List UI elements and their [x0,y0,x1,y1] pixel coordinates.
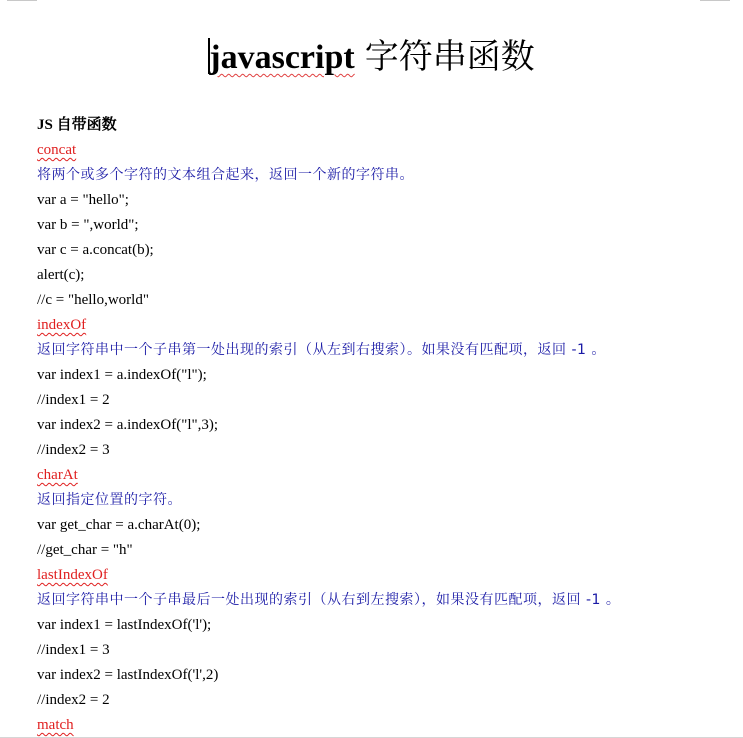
code-text: //index1 = 2 [37,392,110,408]
document-title[interactable] [0,34,743,81]
code-line [37,513,727,538]
code-line [37,538,727,563]
function-name: indexOf [37,317,87,333]
function-name: lastIndexOf [37,567,108,583]
code-line [37,188,727,213]
code-line [37,288,727,313]
code-text: //c = "hello,world" [37,292,149,308]
code-text: var index1 = lastIndexOf('l'); [37,617,212,633]
description-line [37,588,727,613]
code-text: //index2 = 3 [37,442,110,458]
page-corner-mark [7,0,37,1]
function-name: charAt [37,467,78,483]
code-text: var index1 = a.indexOf("l"); [37,367,207,383]
code-line [37,263,727,288]
document-lines [37,138,727,738]
code-text: alert(c); [37,267,85,283]
code-line [37,388,727,413]
code-line [37,213,727,238]
function-name-line [37,713,727,738]
description-line [37,338,727,363]
function-name: match [37,717,74,733]
function-description: 返回字符串中一个子串第一处出现的索引（从左到右搜索）。如果没有匹配项，返回 -1 。 [37,342,606,358]
description-line [37,488,727,513]
function-description: 返回字符串中一个子串最后一处出现的索引（从右到左搜索），如果没有匹配项，返回 -1 。 [37,592,621,608]
title-latin-text: javascript [209,39,355,76]
code-text: var a = "hello"; [37,192,129,208]
code-line [37,363,727,388]
section-heading: JS 自带函数 [37,117,117,133]
title-cjk-text: 字符串函数 [364,37,535,77]
code-text: //index2 = 2 [37,692,110,708]
code-text: var index2 = lastIndexOf('l',2) [37,667,219,683]
page-corner-mark [700,0,730,1]
function-name: concat [37,142,77,158]
function-name-line [37,463,727,488]
function-name-line [37,313,727,338]
code-line [37,438,727,463]
description-line [37,163,727,188]
function-description: 将两个或多个字符的文本组合起来，返回一个新的字符串。 [37,167,414,183]
function-description: 返回指定位置的字符。 [37,492,182,508]
code-line [37,663,727,688]
code-text: var b = ",world"; [37,217,139,233]
code-line [37,613,727,638]
code-text: //index1 = 3 [37,642,110,658]
code-line [37,688,727,713]
code-text: var get_char = a.charAt(0); [37,517,201,533]
code-line [37,238,727,263]
code-line [37,638,727,663]
function-name-line [37,138,727,163]
code-text: var c = a.concat(b); [37,242,154,258]
code-line [37,413,727,438]
function-name-line [37,563,727,588]
code-text: var index2 = a.indexOf("l",3); [37,417,219,433]
code-text: //get_char = "h" [37,542,133,558]
document-body[interactable] [37,113,727,738]
